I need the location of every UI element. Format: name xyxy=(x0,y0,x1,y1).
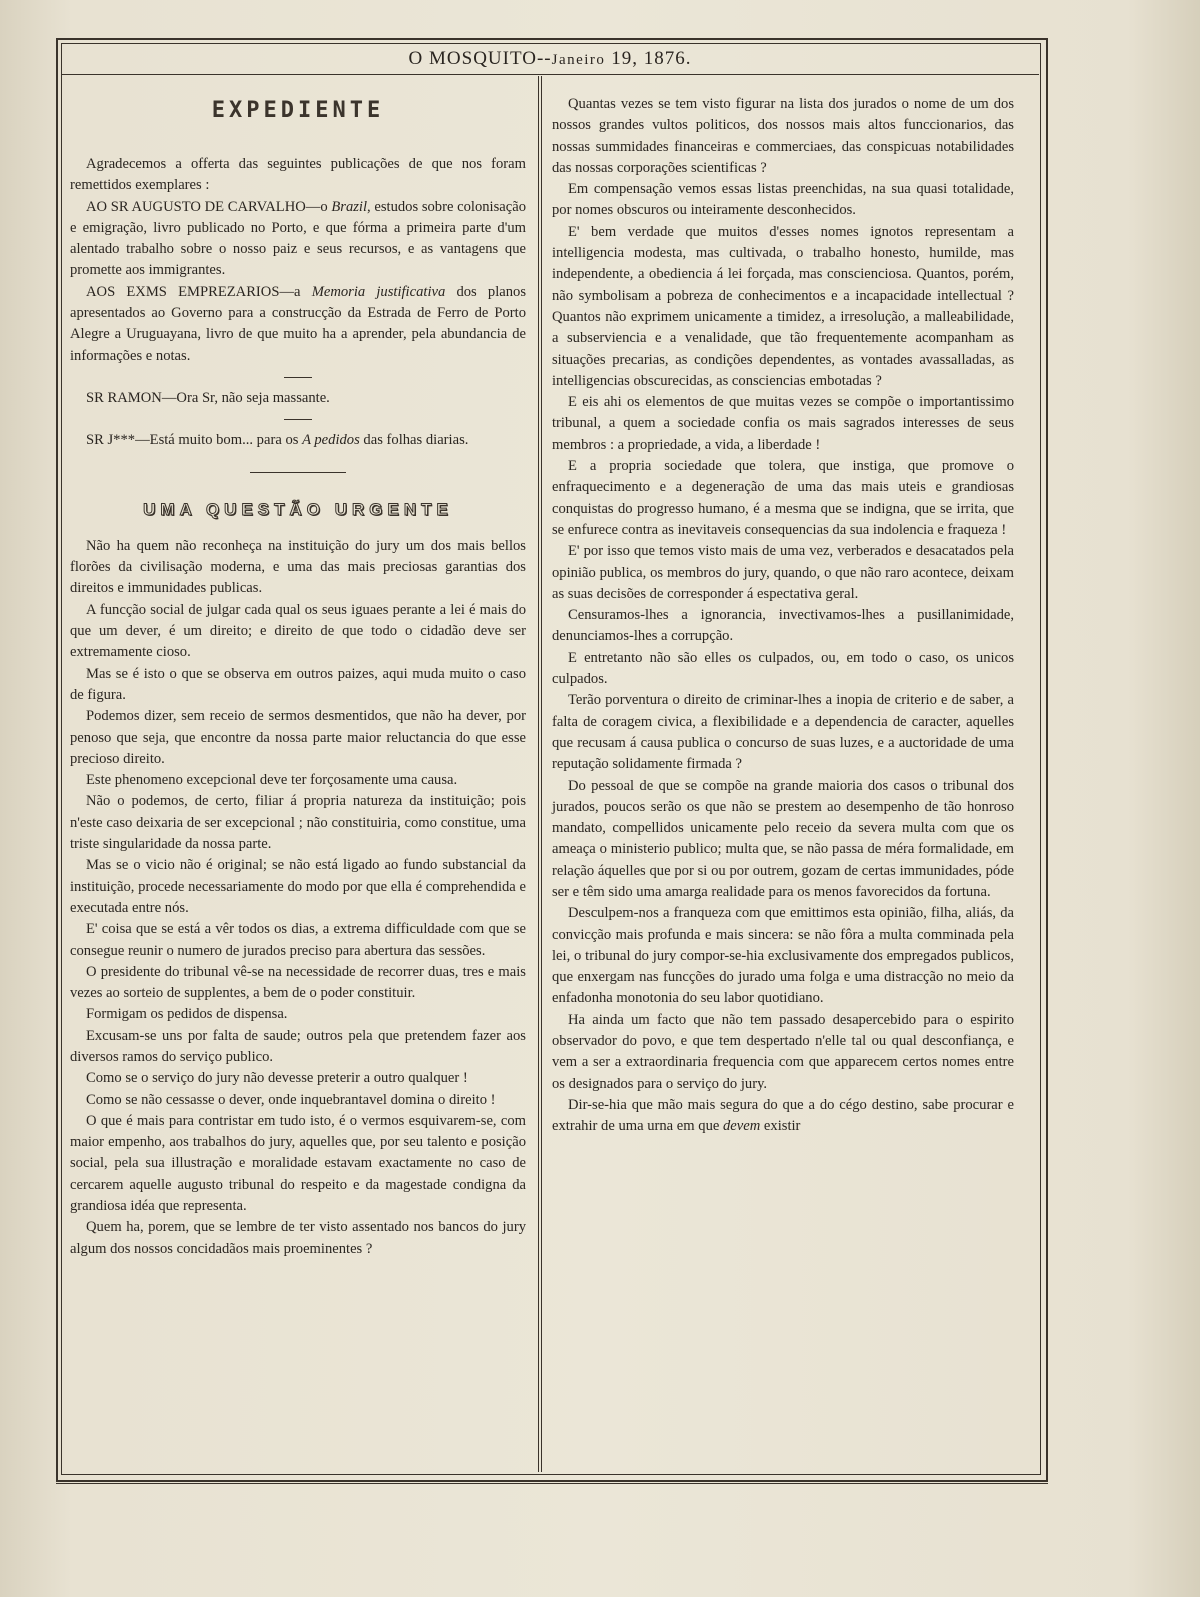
article-paragraph-last: Dir-se-hia que mão mais segura do que a do cégo destino, sabe procurar e extrahir de uma urna em que devem existir xyxy=(552,1096,1014,1135)
article-paragraph: O presidente do tribunal vê-se na necessidade de recorrer duas, tres e mais vezes ao sorteio de supplentes, a bem de o poder constituir. xyxy=(70,963,526,1002)
short-dash xyxy=(284,419,312,420)
article-right-body xyxy=(552,94,1014,1095)
article-title: UMA QUESTÃO URGENTE xyxy=(143,499,453,519)
article-paragraph: E a propria sociedade que tolera, que instiga, que promove o enfraquecimento e a degeneração de uma das mais uteis e grandiosas conquistas do progresso humano, é a mesma que se indigna, que se irrita, que se enfurece contra as inevitaveis consequencias da sua indolencia e fraqueza ! xyxy=(552,458,1014,538)
article-paragraph: Censuramos-lhes a ignorancia, invectivamos-lhes a pusillanimidade, denunciamos-lhes a corrupção. xyxy=(552,607,1014,645)
column-divider xyxy=(538,76,539,1472)
article-paragraph: Não o podemos, de certo, filiar á propria natureza da instituição; pois n'este caso deixaria de ser excepcional ; não constituiria, como constitue, uma triste singularidade da nossa parte. xyxy=(70,793,526,853)
notice-ramon: SR RAMON—Ora Sr, não seja massante. xyxy=(86,389,330,406)
article-paragraph: E eis ahi os elementos de que muitas vezes se compõe o importantissimo tribunal, a quem a sociedade confia os mais sagrados interesses de seus membros : a propriedade, a vida, a liberdade ! xyxy=(552,394,1014,453)
article-paragraph: Não ha quem não reconheça na instituição do jury um dos mais bellos florões da civilisação moderna, e uma das mais preciosas garantias dos direitos e immunidades publicas. xyxy=(70,537,526,597)
expediente-heading xyxy=(70,100,526,148)
article-paragraph: Mas se é isto o que se observa em outros paizes, aqui muda muito o caso de figura. xyxy=(70,665,526,703)
section-separator xyxy=(250,472,346,473)
article-paragraph: E' coisa que se está a vêr todos os dias, a extrema difficuldade com que se consegue reunir o numero de jurados preciso para abertura das sessões. xyxy=(70,921,526,959)
article-left-body xyxy=(70,536,526,1260)
article-paragraph: Desculpem-nos a franqueza com que emittimos esta opinião, filha, aliás, da convicção mais profunda e mais sincera: se não fôra a multa comminada pela lei, o tribunal do jury compor-se-hia exclusivamente dos empregados publicos, que enxergam nas funcções do jurado uma folga e uma distracção no meio da enfadonha monotonia do seu labor quotidiano. xyxy=(552,905,1014,1007)
expediente-item-2: AOS EXMS EMPREZARIOS—a Memoria justificativa dos planos apresentados ao Governo para a construcção da Estrada de Ferro de Porto Alegre a Uruguayana, livro de que muito ha a aprender, pela abundancia de informações e notas. xyxy=(70,283,526,364)
article-paragraph: Em compensação vemos essas listas preenchidas, na sua quasi totalidade, por nomes obscuros ou inteiramente desconhecidos. xyxy=(552,181,1014,219)
masthead-month: Janeiro xyxy=(551,52,606,68)
short-dash xyxy=(284,377,312,378)
right-column xyxy=(552,94,1014,1138)
expediente-item-1: AO SR AUGUSTO DE CARVALHO—o Brazil, estudos sobre colonisação e emigração, livro publicado no Porto, e que fórma a primeira parte d'um alentado trabalho sobre o nosso paiz e seus recursos, e as vantagens que promette aos immigrantes. xyxy=(70,198,527,279)
masthead-date: 19, 1876. xyxy=(611,48,692,69)
expediente-intro: Agradecemos a offerta das seguintes publicações de que nos foram remettidos exemplares : xyxy=(70,156,526,194)
article-paragraph: E' por isso que temos visto mais de uma vez, verberados e desacatados pela opinião publica, os membros do jury, quando, o que não raro acontece, deixam as suas decisões de corresponder á espectativa geral. xyxy=(552,543,1014,602)
expediente-title: EXPEDIENTE xyxy=(211,98,385,123)
article-heading xyxy=(70,499,526,522)
article-paragraph: Do pessoal de que se compõe na grande maioria dos casos o tribunal dos jurados, poucos serão os que não se prestem ao desempenho de tão honroso mandato, compellidos unicamente pelo receio da severa multa com que os ameaça o ministerio publico; multa que, se não passa de méra formalidade, em relação áquelles que por si ou por outrem, gozam de certas immunidades, póde ser e têm sido uma amarga realidade para os menos favorecidos da fortuna. xyxy=(552,777,1014,900)
article-paragraph: Podemos dizer, sem receio de sermos desmentidos, que não ha dever, por penoso que seja, que encontre da nossa parte maior reluctancia do que esse precioso direito. xyxy=(70,708,526,767)
column-divider-inner xyxy=(541,76,542,1472)
article-paragraph: Como se o serviço do jury não devesse preterir a outro qualquer ! xyxy=(86,1070,468,1087)
article-paragraph: E' bem verdade que muitos d'esses nomes ignotos representam a intelligencia modesta, mas cultivada, o trabalho honesto, humilde, mas independente, a obediencia á lei forçada, mas conscienciosa. Quantos, porém, não symbolisam a pobreza de conhecimentos e a incapacidade intellectual ? Quantos não exprimem unicamente a timidez, a irresolução, a malleabilidade, a subserviencia e a venalidade, que tão frequentemente acompanham as situações precarias, as condições dependentes, as vontades avassalladas, as intelligencias obscurecidas, as consciencias embotadas ? xyxy=(552,223,1014,389)
bottom-rule xyxy=(56,1483,1048,1484)
article-paragraph: Terão porventura o direito de criminar-lhes a inopia de criterio e de saber, a falta de coragem civica, a flexibilidade e a dependencia de caracter, aquelles que recusam á causa publica o concurso de suas luzes, e a auctoridade de uma reputação solidamente firmada ? xyxy=(552,692,1014,773)
article-paragraph: O que é mais para contristar em tudo isto, é o vermos esquivarem-se, com maior empenho, aos trabalhos do jury, aquelles que, por seu talento e posição social, pela sua illustração e moralidade estavam exactamente no caso de cercarem aquelle augusto tribunal do respeito e da magestade condigna da grandiosa idéa que representa. xyxy=(70,1112,526,1215)
article-paragraph: Ha ainda um facto que não tem passado desapercebido para o espirito observador do povo, e que tem despertado n'elle tal ou qual desconfiança, e vem a ser a extraordinaria frequencia com que apparecem certos nomes entre os designados para o serviço do jury. xyxy=(552,1011,1014,1092)
article-paragraph: Este phenomeno excepcional deve ter forçosamente uma causa. xyxy=(86,772,458,789)
article-paragraph: E entretanto não são elles os culpados, ou, em todo o caso, os unicos culpados. xyxy=(552,649,1014,688)
article-paragraph: Quantas vezes se tem visto figurar na lista dos jurados o nome de um dos nossos grandes vultos politicos, dos nossos mais altos funccionarios, das nossas summidades financeiras e commerciaes, das conspicuas notabilidades das nossas corporações scientificas ? xyxy=(552,96,1014,176)
left-column xyxy=(70,94,526,1260)
article-paragraph: Mas se o vicio não é original; se não está ligado ao fundo substancial da instituição, procede necessariamente do modo por que ella é comprehendida e executada entre nós. xyxy=(70,857,526,916)
article-paragraph: Formigam os pedidos de dispensa. xyxy=(86,1006,288,1023)
article-paragraph: A funcção social de julgar cada qual os seus iguaes perante a lei é mais do que um dever, é um direito; e direito de que todo o cidadão deve ser extremamente cioso. xyxy=(70,601,526,661)
article-paragraph: Excusam-se uns por falta de saude; outros pela que pretendem fazer aos diversos ramos do serviço publico. xyxy=(70,1027,526,1065)
article-paragraph: Como se não cessasse o dever, onde inquebrantavel domina o direito ! xyxy=(86,1091,496,1108)
masthead-title: O MOSQUITO-- xyxy=(408,48,552,69)
notice-j: SR J***—Está muito bom... para os A pedidos das folhas diarias. xyxy=(86,432,469,449)
masthead xyxy=(61,44,1039,75)
article-paragraph: Quem ha, porem, que se lembre de ter visto assentado nos bancos do jury algum dos nossos concidadãos mais proeminentes ? xyxy=(70,1219,526,1257)
